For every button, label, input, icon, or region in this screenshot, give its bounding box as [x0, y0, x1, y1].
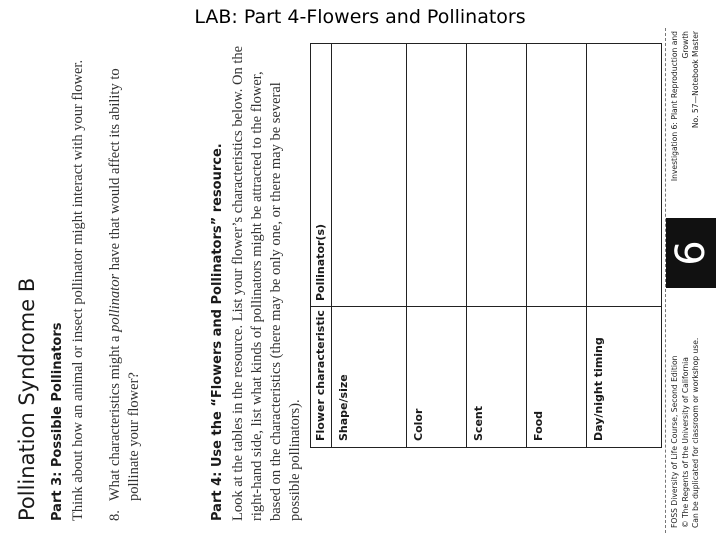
notebook-master-label: Investigation 6: Plant Reproduction and Growth No. 57—Notebook Master — [670, 31, 700, 182]
question-8-text: What characteristics might a pollinator have that would affect its ability to pollinate your flower? — [107, 68, 142, 501]
copyright-notice: FOSS Diversity of Life Course, Second Edition © The Regents of the University of California Can be duplicated for classroom or workshop use. — [670, 337, 700, 528]
row-scent: Scent — [472, 406, 485, 441]
part3-intro: Think about how an animal or insect pollinator might interact with your flower. — [70, 59, 86, 521]
question-8 — [106, 51, 144, 521]
header-pollinators: Pollinator(s) — [314, 223, 327, 301]
slide-title: LAB: Part 4-Flowers and Pollinators — [194, 6, 526, 28]
row-color: Color — [412, 408, 425, 441]
worksheet-title: Pollination Syndrome B — [15, 277, 39, 521]
part3-heading: Part 3: Possible Pollinators — [50, 322, 65, 521]
row-shape-size: Shape/size — [337, 374, 350, 441]
worksheet-page — [10, 28, 714, 533]
part4-instructions: Look at the tables in the resource. List your flower’s characteristics below. On the right-hand side, list what kinds of pollinators might be attracted to the flower, based on the characteristics (there may be only one, or there may be several possible pollinators). — [230, 45, 303, 521]
header-flower-characteristic: Flower characteristic — [314, 310, 327, 441]
part4-heading: Part 4: Use the “Flowers and Pollinators” resource. — [210, 143, 225, 521]
row-day-night-timing: Day/night timing — [592, 337, 605, 441]
row-food: Food — [532, 410, 545, 441]
characteristics-table — [310, 43, 662, 448]
question-8-number: 8. — [107, 510, 123, 521]
question-8-emphasis: pollinator — [107, 273, 123, 332]
investigation-number-tab: 6 — [666, 218, 716, 288]
